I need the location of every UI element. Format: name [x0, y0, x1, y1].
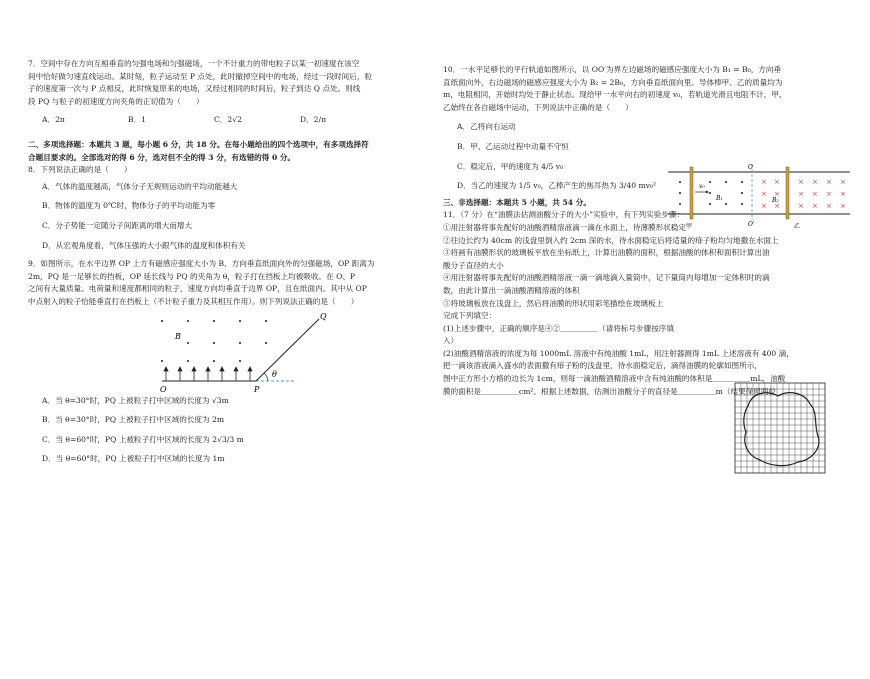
right-column: [443, 64, 853, 679]
q9-line: 9．如图所示，在水平边界 OP 上方有磁感应强度大小为 B、方向垂直纸面向外的匀强磁场，OP 距离为: [28, 259, 375, 269]
label-O: O: [160, 384, 167, 393]
svg-text:×: ×: [774, 178, 780, 186]
q9-option-b: B．当 θ=30°时，PQ 上被粒子打中区域的长度为 2m: [42, 415, 225, 425]
q10-line: 10．一水平足够长的平行轨道如图所示，以 OO′为界左边磁场的磁感应强度大小为 B₁ = B₀，方向垂: [443, 65, 782, 74]
q10-option-c: C．稳定后，甲的速度为 4/5 v₀: [457, 161, 564, 171]
svg-text:×: ×: [826, 202, 832, 210]
q7-line: 子的速度第一次与 P 点相反，此时恢复原来的电场，又经过相同的时间后，粒子到达 Q 点处。则线: [28, 84, 361, 94]
q10-option-d: D．当乙的速度为 1/5 v₀，乙棒产生的焦耳热为 3/40 mv₀²: [457, 181, 657, 191]
svg-text:×: ×: [761, 190, 767, 198]
q9-option-a: A．当 θ=30°时，PQ 上被粒子打中区域的长度为 √3m: [42, 395, 229, 405]
q9-option-d: D．当 θ=60°时，PQ 上被粒子打中区域的长度为 1m: [42, 454, 225, 464]
bar-yi: [786, 167, 789, 219]
left-column: [28, 58, 434, 673]
label-B2: B₂: [772, 197, 779, 204]
svg-text:×: ×: [798, 190, 804, 198]
svg-text:×: ×: [812, 202, 818, 210]
label-yi: 乙: [794, 223, 801, 230]
q11-oil-film-figure: [734, 382, 828, 476]
q11-line: 11．（7 分）在“油膜法估测油酸分子的大小”实验中，有下列实验步骤：: [443, 210, 685, 220]
q9-option-c: C．当 θ=60°时，PQ 上被粒子打中区域的长度为 2√3/3 m: [42, 434, 244, 444]
q7-option-a: A．2π: [42, 115, 65, 125]
label-P: P: [254, 384, 260, 393]
q10-line: 直纸面向外，右边磁场的磁感应强度大小为 B₂ = 2B₀，方向垂直纸面向里。导体棒甲、乙的质量均为: [443, 77, 783, 87]
svg-text:×: ×: [812, 178, 818, 186]
svg-text:×: ×: [840, 202, 846, 210]
q9-line: 2m，PQ 是一足够长的挡板，OP 延长线与 PQ 的夹角为 θ，粒子打在挡板上均被吸收。在 O、P: [28, 271, 356, 281]
q7-option-d: D．2/π: [300, 115, 327, 125]
label-Q: Q: [320, 311, 327, 321]
q7-options: [42, 114, 434, 127]
section-2-heading: 合题目要求的。全部选对的得 6 分，选对但不全的得 3 分，有选错的得 0 分。: [28, 152, 296, 162]
q7-option-b: B．1: [128, 115, 147, 125]
label-O: O: [748, 164, 753, 171]
q8-option-d: D．从宏观角度看，气体压强的大小跟气体的温度和体积有关: [42, 240, 246, 250]
label-v0: v₀: [699, 183, 705, 190]
label-O-prime: O′: [748, 221, 755, 228]
q8-stem: 8．下列说法正确的是（ ）: [28, 165, 132, 175]
svg-text:×: ×: [761, 178, 767, 186]
q11-line: 酸分子直径的大小: [443, 260, 504, 270]
q11-line: ②往边长约为 40cm 的浅盘里倒入约 2cm 深的水，待水面稳定后将适量的痱子粉均匀地撒在水面上: [443, 235, 779, 245]
label-B: B: [175, 331, 181, 341]
label-jia: 甲: [686, 223, 693, 230]
q11-line: 图中正方形小方格的边长为 1cm，则每一滴油酸酒精溶液中含有纯油酸的体积是＿＿＿＿＿mL，油酸: [443, 374, 786, 384]
question-7: [28, 58, 434, 127]
svg-text:×: ×: [761, 202, 767, 210]
q11-line: 入）: [443, 336, 459, 346]
q8-option-c: C．分子势能一定随分子间距离的增大而增大: [42, 220, 193, 230]
svg-text:×: ×: [774, 190, 780, 198]
svg-text:×: ×: [840, 178, 846, 186]
q8-option-b: B．物体的温度为 0℃时，物体分子的平均动能为零: [42, 201, 216, 211]
q11-line: ⑤将玻璃板放在浅盘上，然后将油膜的形状用彩笔描绘在玻璃板上: [443, 298, 664, 308]
q7-line: 间中恰好做匀速直线运动。某时刻，粒子运动至 P 点处，此时撤掉空间中的电场，经过一段时间后，粒: [28, 71, 373, 81]
svg-text:×: ×: [826, 190, 832, 198]
q10-line: 乙始终在各自磁场中运动，下列说法中正确的是（ ）: [443, 102, 633, 112]
q10-option-b: B．甲、乙运动过程中动量不守恒: [457, 141, 569, 151]
q10-option-a: A．乙将向右运动: [457, 122, 516, 132]
svg-text:×: ×: [774, 202, 780, 210]
q10-line: m，电阻相同，开始时均处于静止状态。现给甲一水平向右的初速度 v₀，若轨道光滑且电阻不计，甲、: [443, 90, 787, 100]
q11-line: ③将画有油膜形状的玻璃板平放在坐标纸上，计算出油膜的面积，根据油酸的体积和面积计算出油: [443, 248, 770, 258]
bar-jia: [690, 167, 693, 219]
label-theta: θ: [272, 369, 277, 379]
svg-text:×: ×: [840, 190, 846, 198]
q7-line: 7．空间中存在方向互相垂直的匀强电场和匀强磁场，一个不计重力的带电粒子以某一初速度在该空: [28, 59, 360, 68]
q7-option-c: C．2√2: [214, 115, 242, 125]
section-2-heading: 二、多项选择题：本题共 3 题，每小题 6 分，共 18 分。在每小题给出的四个选项中，有多项选择符: [28, 139, 369, 149]
q11-line: (2)油酸酒精溶液的浓度为每 1000mL 溶液中有纯油酸 1mL，用注射器测得 1mL 上述溶液有 400 滴，: [443, 348, 794, 358]
label-B1: B₁: [716, 195, 723, 202]
q9-figure: [28, 311, 434, 393]
q10-figure: [668, 162, 853, 230]
svg-text:×: ×: [812, 190, 818, 198]
q7-line: 段 PQ 与粒子的初速度方向夹角的正切值为（ ）: [28, 96, 204, 106]
q11-line: ①用注射器将事先配好的油酸酒精溶液滴一滴在水面上，待薄膜形状稳定: [443, 222, 686, 232]
q11-line: 把一滴该溶液滴入盛水的表面撒有痱子粉的浅盘里，待水面稳定后，滴得油膜的轮廓如图所示，: [443, 361, 762, 371]
q9-line: 之间有大量质量、电荷量和速度都相同的粒子，速度方向均垂直于边界 OP，且在纸面内。其中从 OP: [28, 284, 367, 294]
q8-option-a: A．气体的温度越高，气体分子无规则运动的平均动能越大: [42, 181, 238, 191]
q11-line: 完成下列填空：: [443, 311, 497, 321]
q11-line: (1)上述步骤中，正确的顺序是④②＿＿＿＿＿（请将标号步骤按序填: [443, 323, 674, 333]
q11-line: 数，由此计算出一滴油酸酒精溶液的体积: [443, 285, 580, 295]
svg-text:×: ×: [798, 178, 804, 186]
q11-line: ④用注射器将事先配好的油酸酒精溶液一滴一滴地滴入量筒中，记下量筒内每增加一定体积时的滴: [443, 273, 770, 283]
q11-line: 膜的面积是＿＿＿＿＿cm²。根据上述数据，估测出油酸分子的直径是＿＿＿＿＿m（结果保留两位: [443, 386, 777, 396]
svg-text:×: ×: [826, 178, 832, 186]
svg-text:×: ×: [798, 202, 804, 210]
q9-line: 中点射入的粒子恰能垂直打在挡板上（不计粒子重力及其相互作用）。则下列说法正确的是（ ）: [28, 296, 359, 306]
section-3-heading: 三、非选择题：本题共 5 小题，共 54 分。: [443, 197, 591, 207]
